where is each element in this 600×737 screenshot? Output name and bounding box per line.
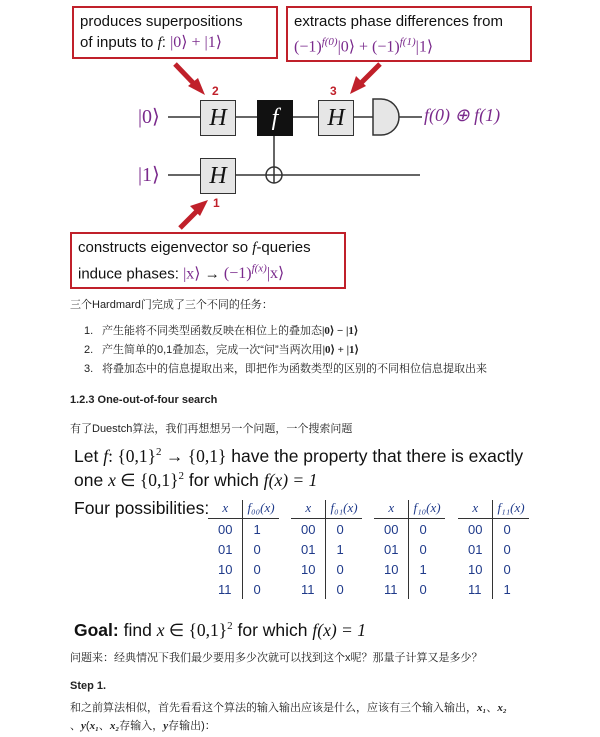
table-row: 11 1: [458, 579, 529, 599]
input-zero-ket: |0⟩: [138, 106, 160, 128]
output-label: f(0) ⊕ f(1): [424, 105, 501, 125]
hadamard-gate-2: H: [200, 100, 236, 136]
table-header-x: x: [291, 500, 326, 519]
annotation-line: constructs eigenvector so f-queries: [78, 239, 311, 256]
annotation-line: produces superpositions: [80, 13, 243, 30]
hadamard-gate-1: H: [200, 158, 236, 194]
section-heading: 1.2.3 One-out-of-four search: [70, 394, 218, 406]
truth-table-f11: [458, 500, 529, 599]
annotation-line: extracts phase differences from: [294, 13, 503, 30]
table-header-x: x: [208, 500, 243, 519]
table-header-f: f₀₁(x): [326, 500, 362, 519]
step-heading: Step 1.: [70, 680, 107, 692]
table-row: 10 0: [291, 559, 362, 579]
table-row: 00 0: [374, 519, 445, 540]
circuit-wires: [0, 0, 600, 300]
four-possibilities-label: Four possibilities:: [74, 498, 210, 518]
annotation-line: of inputs to f: |0⟩ + |1⟩: [80, 34, 222, 51]
table-row: 00 1: [208, 519, 279, 540]
step-text-line1: 和之前算法相似，首先看看这个算法的输入输出应该是什么，应该有三个输入输出，x₁、x₂: [70, 702, 507, 714]
truth-table-f01: [291, 500, 362, 599]
oracle-gate: f: [257, 100, 293, 136]
problem-statement-line1: Let f: $\{0,1\}^2 \to \{0,1\}$ have the property that there is exactly: [74, 446, 524, 466]
annotation-line: induce phases: |x⟩ → $(-1)^{f(x)}|x⟩$: [78, 263, 285, 283]
hadamard-intro: 三个Hardmard门完成了三个不同的任务：: [70, 299, 273, 311]
truth-table-f00: [208, 500, 279, 599]
kets: |0⟩ + |1⟩: [170, 34, 222, 51]
table-header-x: x: [374, 500, 409, 519]
list-item: 2. 产生简单的0,1叠加态，完成一次“问”当两次用|0⟩ + |1⟩: [84, 344, 359, 356]
table-row: 01 1: [291, 539, 362, 559]
table-row: 11 0: [291, 579, 362, 599]
table-row: 10 1: [374, 559, 445, 579]
truth-table-f10: [374, 500, 445, 599]
table-row: 00 0: [291, 519, 362, 540]
hadamard-gate-3: H: [318, 100, 354, 136]
table-row: 00 0: [458, 519, 529, 540]
table-row: 10 0: [458, 559, 529, 579]
list-item: 3. 将叠加态中的信息提取出来，即把作为函数类型的区别的不同相位信息提取出来: [84, 363, 487, 375]
table-row: 01 0: [374, 539, 445, 559]
table-row: 11 0: [208, 579, 279, 599]
input-one-ket: |1⟩: [138, 164, 160, 186]
goal-statement: Goal: find x ∈ $\{0,1\}^2$ for which f(x) = 1: [74, 620, 366, 640]
step-text-line2: 、y(x₁、x₂存输入，y存输出)：: [70, 720, 216, 732]
gate-number-1: 1: [213, 196, 220, 210]
table-row: 01 0: [208, 539, 279, 559]
gate-number-2: 2: [212, 84, 219, 98]
table-row: 10 0: [208, 559, 279, 579]
task-list: [84, 322, 487, 379]
table-row: 01 0: [458, 539, 529, 559]
annotation-formula: $(-1)^{f(0)}|0⟩$ + $(-1)^{f(1)}|1⟩$: [294, 36, 434, 56]
table-header-f: f₁₀(x): [409, 500, 445, 519]
table-header-f: f₀₀(x): [243, 500, 279, 519]
question-text: 问题来：经典情况下我们最少要用多少次就可以找到这个x呢？那量子计算又是多少？: [70, 652, 483, 664]
table-header-f: f₁₁(x): [493, 500, 529, 519]
table-header-x: x: [458, 500, 493, 519]
section-intro: 有了Duestch算法，我们再想想另一个问题，一个搜索问题: [70, 423, 353, 435]
problem-statement-line2: one x ∈ $\{0,1\}^2$ for which f(x) = 1: [74, 470, 318, 490]
table-row: 11 0: [374, 579, 445, 599]
gate-number-3: 3: [330, 84, 337, 98]
list-item: 1. 产生能将不同类型函数反映在相位上的叠加态|0⟩ − |1⟩: [84, 325, 359, 337]
